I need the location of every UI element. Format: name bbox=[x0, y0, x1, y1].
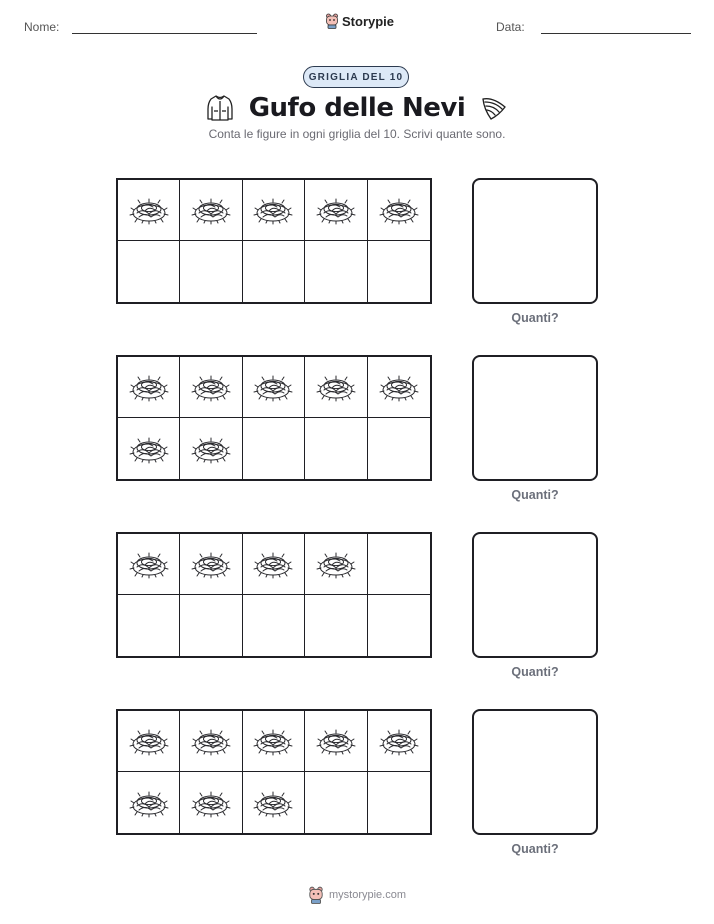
answer-label: Quanti? bbox=[511, 311, 559, 325]
ten-frame-cell-filled bbox=[180, 418, 242, 479]
instructions: Conta le figure in ogni griglia del 10. Scrivi quante sono. bbox=[208, 127, 506, 141]
ten-frame-cell-empty bbox=[368, 595, 430, 656]
ten-frame-cell-filled bbox=[243, 357, 305, 418]
ten-frame bbox=[116, 178, 432, 304]
nest-icon bbox=[191, 549, 231, 579]
nest-icon bbox=[316, 726, 356, 756]
ten-frame-cell-filled bbox=[368, 180, 430, 241]
answer-box[interactable] bbox=[472, 532, 598, 658]
ten-frame bbox=[116, 532, 432, 658]
ten-frame-cell-filled bbox=[243, 180, 305, 241]
ten-frame-cell-filled bbox=[180, 772, 242, 833]
ten-frame-cell-empty bbox=[305, 772, 367, 833]
footer bbox=[0, 886, 714, 904]
ten-frame-cell-empty bbox=[180, 241, 242, 302]
answer-label: Quanti? bbox=[511, 488, 559, 502]
ten-frame-cell-empty bbox=[368, 534, 430, 595]
answer-box[interactable] bbox=[472, 355, 598, 481]
brand-name: Storypie bbox=[342, 13, 395, 29]
ten-frame-cell-empty bbox=[118, 595, 180, 656]
nest-icon bbox=[253, 726, 293, 756]
storypie-mascot-icon bbox=[325, 13, 339, 29]
nest-icon bbox=[129, 549, 169, 579]
footer-url: mystorypie.com bbox=[328, 889, 407, 901]
jacket-icon bbox=[205, 93, 235, 123]
ten-frame-cell-empty bbox=[180, 595, 242, 656]
ten-frame-cell-filled bbox=[180, 534, 242, 595]
ten-frame-cell-filled bbox=[243, 772, 305, 833]
nest-icon bbox=[379, 195, 419, 225]
name-line[interactable] bbox=[72, 33, 257, 34]
ten-frame-cell-filled bbox=[118, 357, 180, 418]
ten-frame-cell-filled bbox=[305, 534, 367, 595]
nest-icon bbox=[129, 195, 169, 225]
answer-label: Quanti? bbox=[511, 665, 559, 679]
ten-frame-cell-filled bbox=[368, 711, 430, 772]
title-row bbox=[0, 90, 714, 126]
answer-label: Quanti? bbox=[511, 842, 559, 856]
ten-frame-cell-filled bbox=[180, 357, 242, 418]
answer-box[interactable] bbox=[472, 178, 598, 304]
ten-frame-cell-filled bbox=[305, 357, 367, 418]
ten-frame-cell-empty bbox=[243, 418, 305, 479]
nest-icon bbox=[191, 726, 231, 756]
nest-icon bbox=[253, 372, 293, 402]
ten-frame-cell-filled bbox=[118, 711, 180, 772]
nest-icon bbox=[253, 788, 293, 818]
ten-frame-cell-empty bbox=[368, 418, 430, 479]
storypie-mascot-icon bbox=[308, 886, 324, 904]
ten-frame-cell-empty bbox=[118, 241, 180, 302]
nest-icon bbox=[191, 434, 231, 464]
wing-icon bbox=[479, 93, 509, 123]
nest-icon bbox=[191, 788, 231, 818]
ten-frame-cell-filled bbox=[118, 772, 180, 833]
name-label: Nome: bbox=[24, 20, 60, 34]
answer-box[interactable] bbox=[472, 709, 598, 835]
nest-icon bbox=[316, 195, 356, 225]
ten-frame-cell-filled bbox=[243, 711, 305, 772]
ten-frame-cell-filled bbox=[368, 357, 430, 418]
ten-frame-cell-empty bbox=[243, 595, 305, 656]
nest-icon bbox=[129, 372, 169, 402]
nest-icon bbox=[316, 372, 356, 402]
nest-icon bbox=[129, 434, 169, 464]
ten-frame bbox=[116, 709, 432, 835]
date-line[interactable] bbox=[541, 33, 691, 34]
ten-frame-cell-filled bbox=[305, 711, 367, 772]
ten-frame-cell-empty bbox=[368, 772, 430, 833]
nest-icon bbox=[379, 372, 419, 402]
brand-logo bbox=[325, 13, 394, 29]
worksheet-type-badge: GRIGLIA DEL 10 bbox=[303, 66, 409, 88]
ten-frame-cell-filled bbox=[180, 180, 242, 241]
nest-icon bbox=[191, 195, 231, 225]
nest-icon bbox=[129, 788, 169, 818]
ten-frame-cell-empty bbox=[243, 241, 305, 302]
nest-icon bbox=[253, 549, 293, 579]
ten-frame-cell-filled bbox=[118, 418, 180, 479]
page-title: Gufo delle Nevi bbox=[248, 93, 466, 123]
ten-frame-cell-empty bbox=[305, 595, 367, 656]
ten-frame-cell-empty bbox=[368, 241, 430, 302]
nest-icon bbox=[191, 372, 231, 402]
nest-icon bbox=[129, 726, 169, 756]
nest-icon bbox=[379, 726, 419, 756]
ten-frame-cell-filled bbox=[118, 180, 180, 241]
ten-frame-cell-filled bbox=[118, 534, 180, 595]
nest-icon bbox=[253, 195, 293, 225]
ten-frame-cell-filled bbox=[243, 534, 305, 595]
ten-frame-cell-empty bbox=[305, 241, 367, 302]
ten-frame bbox=[116, 355, 432, 481]
nest-icon bbox=[316, 549, 356, 579]
ten-frame-cell-empty bbox=[305, 418, 367, 479]
date-label: Data: bbox=[496, 20, 525, 34]
ten-frame-cell-filled bbox=[305, 180, 367, 241]
ten-frame-cell-filled bbox=[180, 711, 242, 772]
